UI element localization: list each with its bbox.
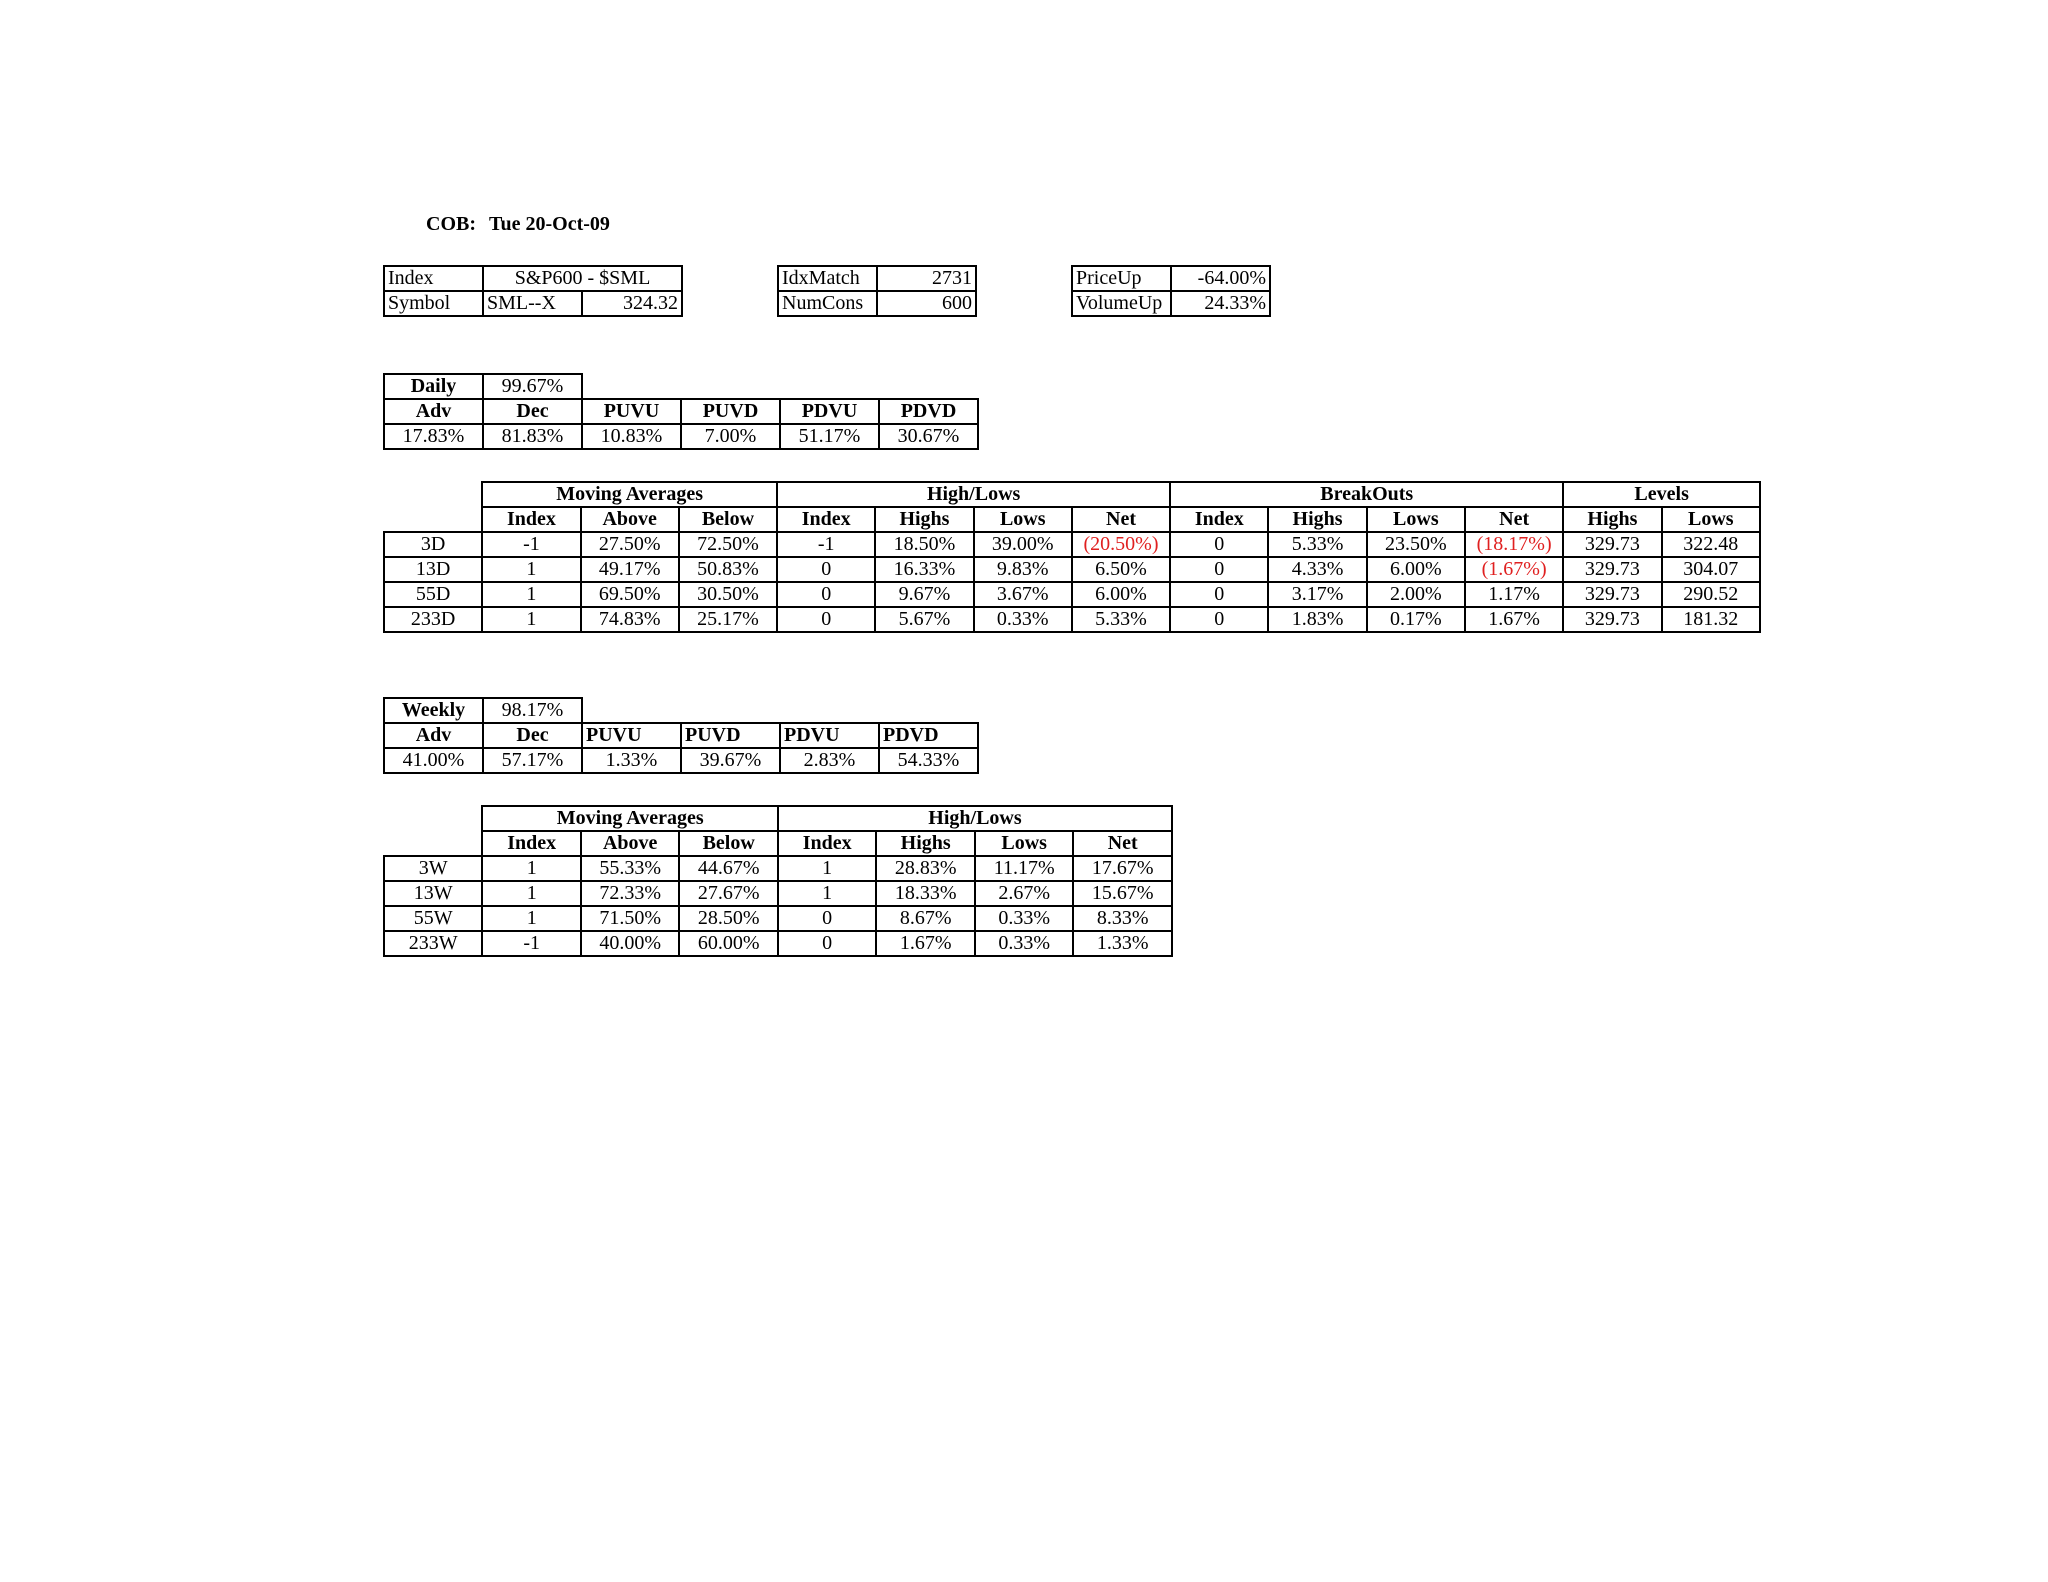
data-cell: 0 <box>1170 557 1268 582</box>
price-volume-table <box>1071 265 1271 317</box>
data-cell: 1 <box>482 557 580 582</box>
data-cell: 1 <box>778 881 876 906</box>
data-cell: 27.50% <box>581 532 679 557</box>
data-cell: 9.83% <box>974 557 1072 582</box>
subheader-cell: Above <box>581 831 679 856</box>
value-cell: 1.33% <box>582 748 681 773</box>
data-cell: 28.83% <box>876 856 974 881</box>
subheader-cell: Highs <box>876 831 974 856</box>
subheader-cell: Index <box>777 507 875 532</box>
data-cell: 0.33% <box>975 931 1073 956</box>
data-cell: 1 <box>482 906 580 931</box>
data-cell: 18.50% <box>875 532 973 557</box>
subheader-cell: Below <box>679 507 777 532</box>
data-cell: 27.67% <box>679 881 777 906</box>
table-row <box>384 582 1760 607</box>
data-cell: 40.00% <box>581 931 679 956</box>
data-cell: 0 <box>777 582 875 607</box>
data-cell: 329.73 <box>1563 582 1661 607</box>
data-cell: 0.17% <box>1367 607 1465 632</box>
data-cell: 0 <box>1170 582 1268 607</box>
subheader-cell: Index <box>778 831 876 856</box>
cob-date: Tue 20-Oct-09 <box>489 213 610 235</box>
subheader-cell: Lows <box>1662 507 1760 532</box>
data-cell: 8.67% <box>876 906 974 931</box>
header-cell: Dec <box>483 723 582 748</box>
daily-breadth-value-row <box>384 424 978 449</box>
index-info-table <box>383 265 683 317</box>
volumeup-value: 24.33% <box>1171 291 1270 316</box>
table-row <box>384 532 1760 557</box>
daily-indicators-table <box>383 481 1761 633</box>
numcons-value: 600 <box>877 291 976 316</box>
group-moving-averages: Moving Averages <box>482 806 777 831</box>
subheader-cell: Net <box>1465 507 1563 532</box>
data-cell: 1 <box>482 856 580 881</box>
symbol-price: 324.32 <box>582 291 682 316</box>
table-row <box>384 906 1172 931</box>
data-cell: 72.33% <box>581 881 679 906</box>
data-cell: 28.50% <box>679 906 777 931</box>
cob-label: COB: <box>426 213 476 235</box>
weekly-title: Weekly <box>384 698 483 723</box>
data-cell: 0.33% <box>975 906 1073 931</box>
group-levels: Levels <box>1563 482 1760 507</box>
data-cell: 39.00% <box>974 532 1072 557</box>
weekly-breadth-table <box>383 697 979 774</box>
priceup-label: PriceUp <box>1072 266 1171 291</box>
daily-breadth-table <box>383 373 979 450</box>
header-cell: PUVU <box>582 399 681 424</box>
data-cell: 15.67% <box>1073 881 1172 906</box>
data-cell: 0 <box>778 931 876 956</box>
data-cell: 1.33% <box>1073 931 1172 956</box>
data-cell: 55.33% <box>581 856 679 881</box>
value-cell: 51.17% <box>780 424 879 449</box>
data-cell: 1.67% <box>1465 607 1563 632</box>
header-cell: Dec <box>483 399 582 424</box>
subheader-cell: Lows <box>975 831 1073 856</box>
data-cell: -1 <box>482 931 580 956</box>
row-label: 13W <box>384 881 482 906</box>
subheader-cell: Index <box>482 831 580 856</box>
data-cell: (18.17%) <box>1465 532 1563 557</box>
subheader-cell: Net <box>1073 831 1172 856</box>
data-cell: 5.33% <box>1268 532 1366 557</box>
row-label: 55D <box>384 582 482 607</box>
data-cell: 1.83% <box>1268 607 1366 632</box>
value-cell: 30.67% <box>879 424 978 449</box>
data-cell: (1.67%) <box>1465 557 1563 582</box>
weekly-subheader-row <box>384 831 1172 856</box>
value-cell: 10.83% <box>582 424 681 449</box>
header-cell: Adv <box>384 399 483 424</box>
data-cell: 329.73 <box>1563 557 1661 582</box>
table-row <box>384 931 1172 956</box>
data-cell: 0 <box>1170 532 1268 557</box>
row-label: 3D <box>384 532 482 557</box>
data-cell: 17.67% <box>1073 856 1172 881</box>
subheader-cell: Below <box>679 831 777 856</box>
group-breakouts: BreakOuts <box>1170 482 1563 507</box>
subheader-cell: Above <box>581 507 679 532</box>
data-cell: 16.33% <box>875 557 973 582</box>
cob-heading <box>426 210 610 238</box>
data-cell: 1.17% <box>1465 582 1563 607</box>
data-cell: -1 <box>482 532 580 557</box>
data-cell: 71.50% <box>581 906 679 931</box>
subheader-cell: Index <box>482 507 580 532</box>
header-cell: PUVU <box>582 723 681 748</box>
index-value: S&P600 - $SML <box>483 266 682 291</box>
idxmatch-value: 2731 <box>877 266 976 291</box>
data-cell: 1.67% <box>876 931 974 956</box>
data-cell: 1 <box>482 881 580 906</box>
value-cell: 2.83% <box>780 748 879 773</box>
data-cell: 329.73 <box>1563 607 1661 632</box>
row-label: 233W <box>384 931 482 956</box>
weekly-group-header-row <box>384 806 1172 831</box>
idxmatch-label: IdxMatch <box>778 266 877 291</box>
value-cell: 39.67% <box>681 748 780 773</box>
table-row <box>384 856 1172 881</box>
data-cell: 5.33% <box>1072 607 1170 632</box>
group-moving-averages: Moving Averages <box>482 482 777 507</box>
group-high-lows: High/Lows <box>777 482 1170 507</box>
subheader-cell: Highs <box>1563 507 1661 532</box>
header-cell: PDVD <box>879 723 978 748</box>
data-cell: 9.67% <box>875 582 973 607</box>
data-cell: 4.33% <box>1268 557 1366 582</box>
data-cell: 72.50% <box>679 532 777 557</box>
subheader-cell: Lows <box>974 507 1072 532</box>
data-cell: 3.67% <box>974 582 1072 607</box>
header-cell: PDVD <box>879 399 978 424</box>
data-cell: (20.50%) <box>1072 532 1170 557</box>
table-row <box>384 557 1760 582</box>
data-cell: 44.67% <box>679 856 777 881</box>
data-cell: 1 <box>482 607 580 632</box>
data-cell: 3.17% <box>1268 582 1366 607</box>
data-cell: 0 <box>1170 607 1268 632</box>
header-cell: PDVU <box>780 399 879 424</box>
match-info-table <box>777 265 977 317</box>
priceup-value: -64.00% <box>1171 266 1270 291</box>
data-cell: 6.50% <box>1072 557 1170 582</box>
data-cell: 0 <box>777 607 875 632</box>
table-row <box>384 881 1172 906</box>
data-cell: 6.00% <box>1367 557 1465 582</box>
subheader-cell: Index <box>1170 507 1268 532</box>
table-row <box>384 607 1760 632</box>
weekly-breadth-header-row <box>384 723 978 748</box>
data-cell: 25.17% <box>679 607 777 632</box>
index-label: Index <box>384 266 483 291</box>
weekly-rows <box>384 856 1172 956</box>
data-cell: 11.17% <box>975 856 1073 881</box>
daily-group-header-row <box>384 482 1760 507</box>
header-cell: Adv <box>384 723 483 748</box>
subheader-cell: Net <box>1072 507 1170 532</box>
daily-title-value: 99.67% <box>483 374 582 399</box>
value-cell: 57.17% <box>483 748 582 773</box>
data-cell: 18.33% <box>876 881 974 906</box>
data-cell: 6.00% <box>1072 582 1170 607</box>
data-cell: 30.50% <box>679 582 777 607</box>
volumeup-label: VolumeUp <box>1072 291 1171 316</box>
value-cell: 41.00% <box>384 748 483 773</box>
data-cell: 23.50% <box>1367 532 1465 557</box>
data-cell: 322.48 <box>1662 532 1760 557</box>
subheader-cell: Highs <box>875 507 973 532</box>
row-label: 3W <box>384 856 482 881</box>
header-cell: PDVU <box>780 723 879 748</box>
daily-breadth-header-row <box>384 399 978 424</box>
weekly-indicators-table <box>383 805 1173 957</box>
data-cell: 304.07 <box>1662 557 1760 582</box>
header-cell: PUVD <box>681 399 780 424</box>
value-cell: 17.83% <box>384 424 483 449</box>
data-cell: 49.17% <box>581 557 679 582</box>
data-cell: 0 <box>777 557 875 582</box>
data-cell: 329.73 <box>1563 532 1661 557</box>
data-cell: 2.67% <box>975 881 1073 906</box>
data-cell: 0 <box>778 906 876 931</box>
data-cell: 74.83% <box>581 607 679 632</box>
value-cell: 81.83% <box>483 424 582 449</box>
header-cell: PUVD <box>681 723 780 748</box>
data-cell: -1 <box>777 532 875 557</box>
symbol-label: Symbol <box>384 291 483 316</box>
data-cell: 1 <box>778 856 876 881</box>
weekly-breadth-value-row <box>384 748 978 773</box>
daily-subheader-row <box>384 507 1760 532</box>
subheader-cell: Highs <box>1268 507 1366 532</box>
row-label: 233D <box>384 607 482 632</box>
daily-rows <box>384 532 1760 632</box>
daily-title: Daily <box>384 374 483 399</box>
value-cell: 7.00% <box>681 424 780 449</box>
data-cell: 2.00% <box>1367 582 1465 607</box>
data-cell: 50.83% <box>679 557 777 582</box>
data-cell: 8.33% <box>1073 906 1172 931</box>
data-cell: 0.33% <box>974 607 1072 632</box>
data-cell: 290.52 <box>1662 582 1760 607</box>
weekly-title-value: 98.17% <box>483 698 582 723</box>
data-cell: 181.32 <box>1662 607 1760 632</box>
data-cell: 5.67% <box>875 607 973 632</box>
numcons-label: NumCons <box>778 291 877 316</box>
data-cell: 1 <box>482 582 580 607</box>
group-high-lows: High/Lows <box>778 806 1172 831</box>
value-cell: 54.33% <box>879 748 978 773</box>
symbol-value: SML--X <box>483 291 582 316</box>
row-label: 55W <box>384 906 482 931</box>
data-cell: 69.50% <box>581 582 679 607</box>
data-cell: 60.00% <box>679 931 777 956</box>
subheader-cell: Lows <box>1367 507 1465 532</box>
row-label: 13D <box>384 557 482 582</box>
